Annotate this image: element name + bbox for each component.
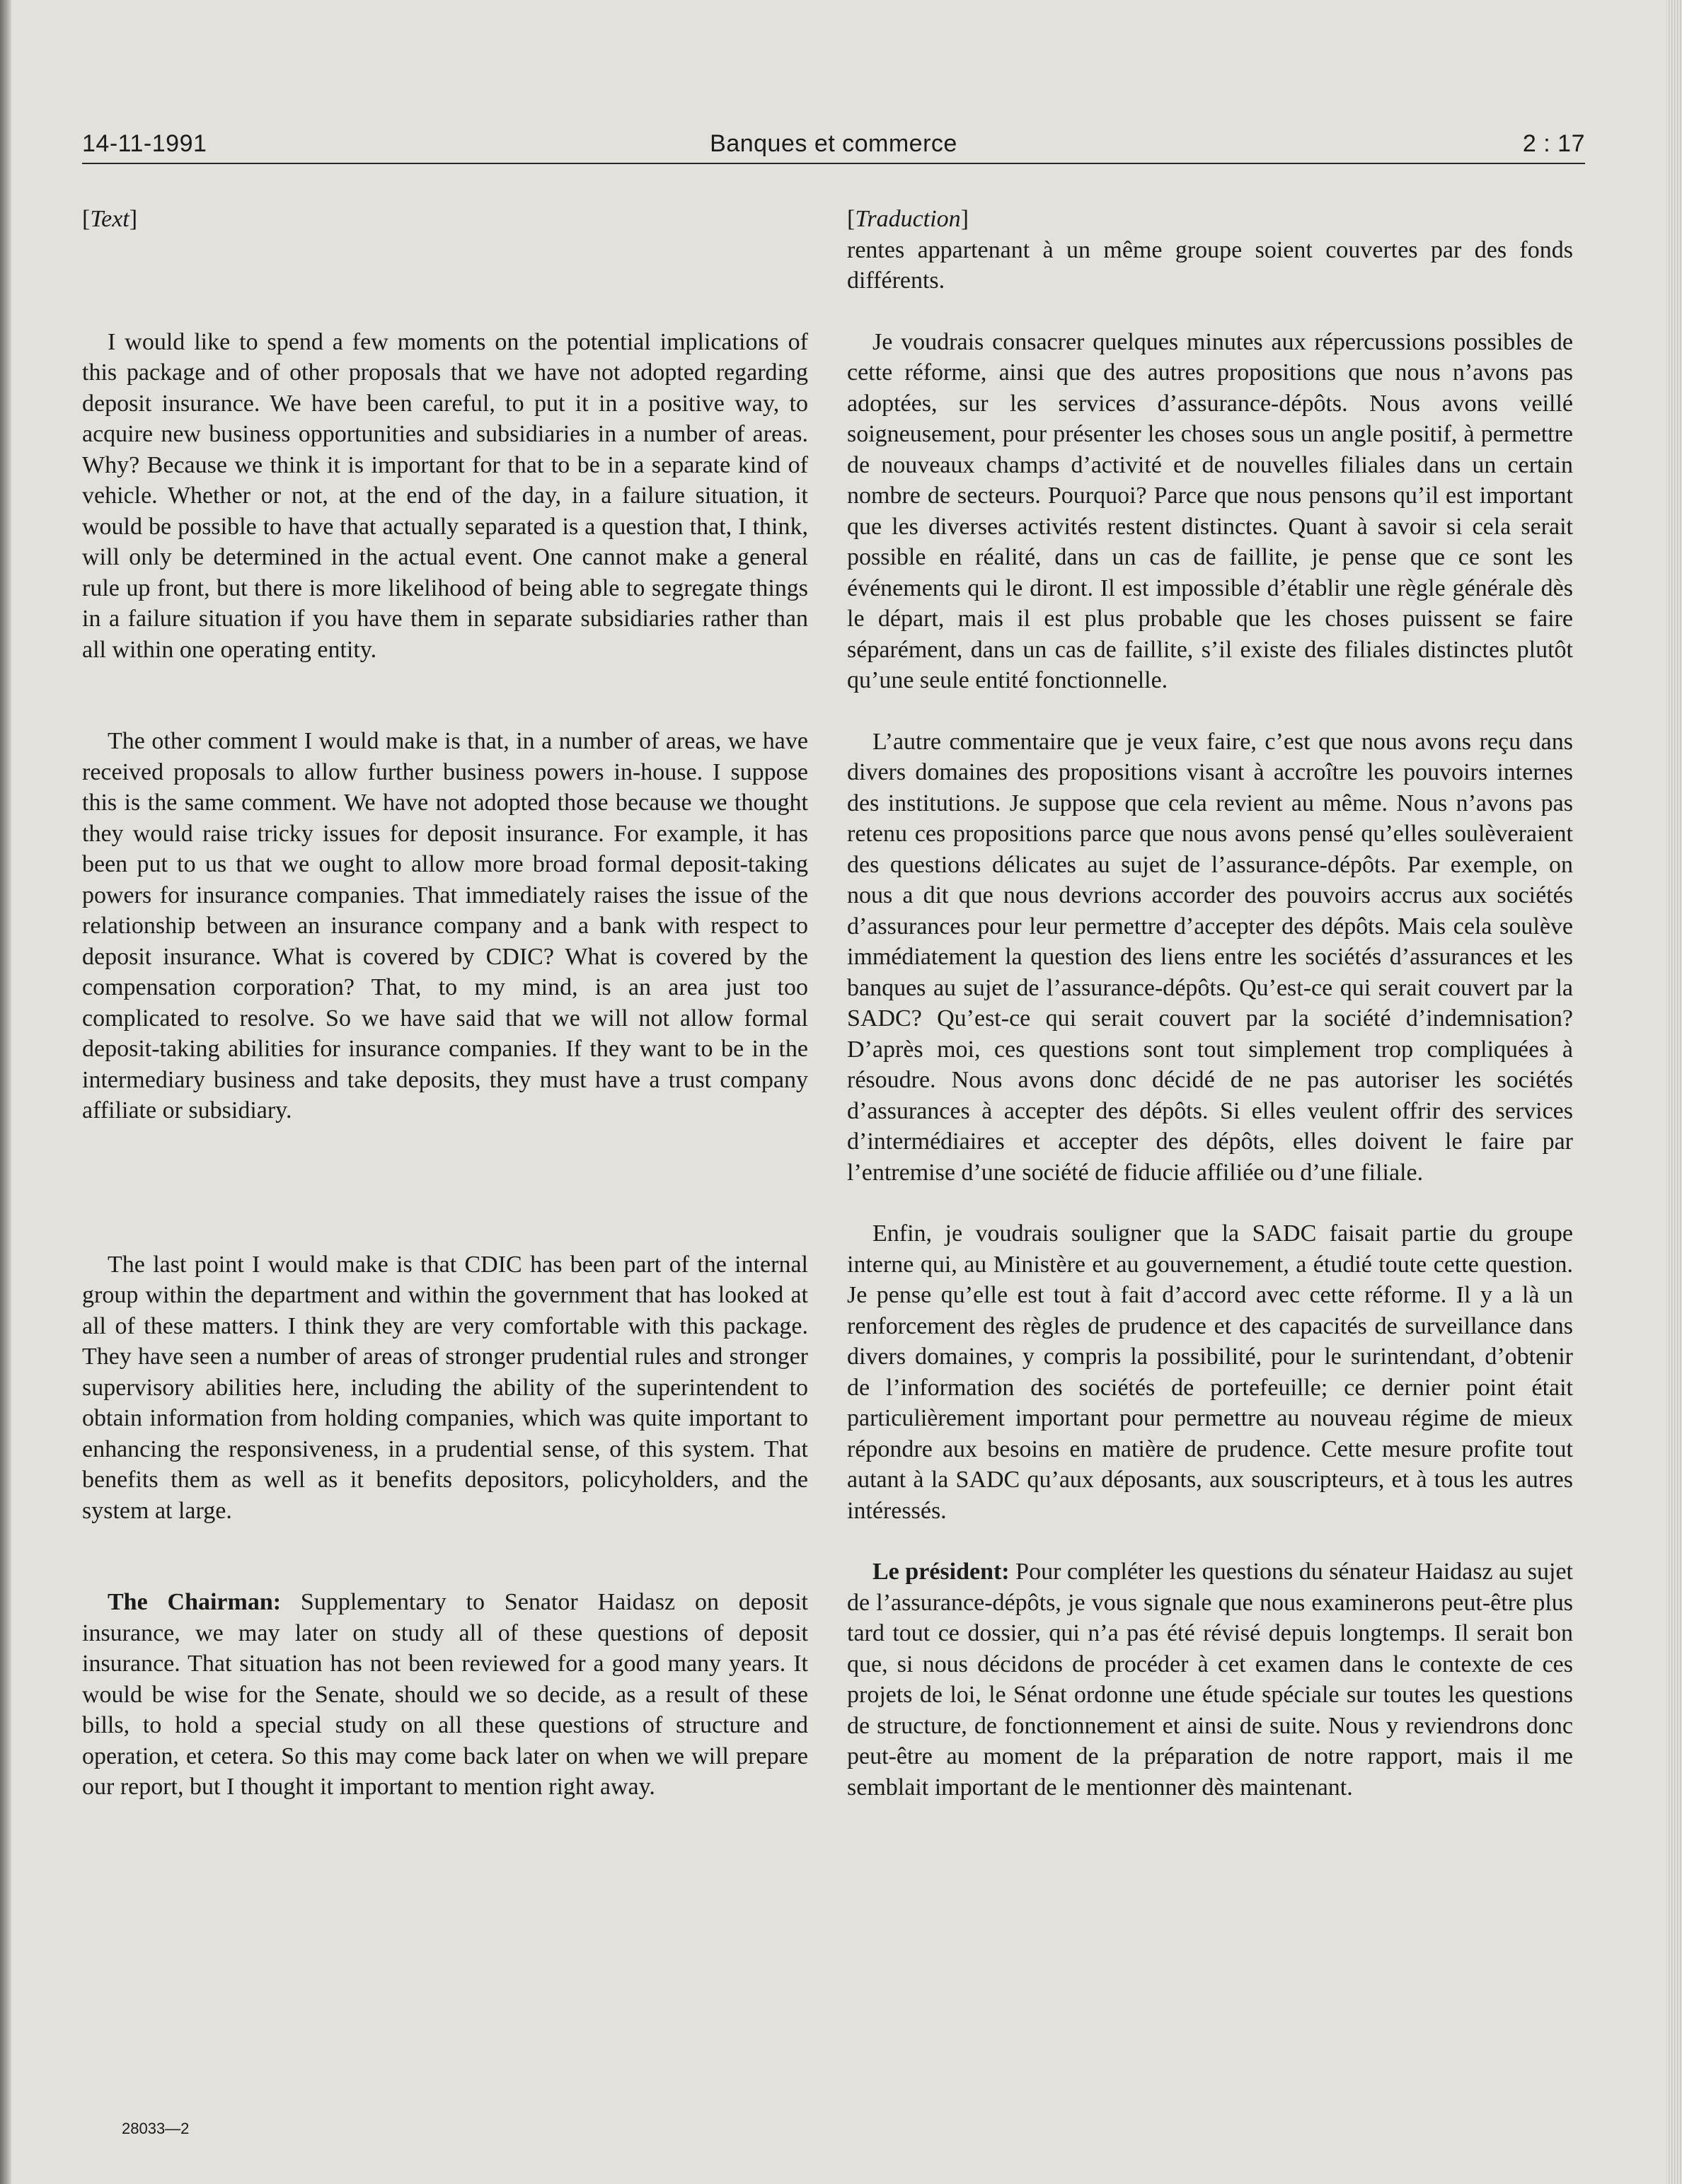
english-column (82, 204, 808, 1803)
english-paragraph-2: The other comment I would make is that, in a number of areas, we have received proposals to allow further business powers in-house. I suppose this is the same comment. We have not adopted those because we thought they would raise tricky issues for deposit insurance. For example, it has been put to us that we ought to allow more broad formal deposit-taking powers for insurance companies. That immediately raises the issue of the relationship between an insurance company and a bank with respect to deposit insurance. What is covered by CDIC? What is covered by the compensation corporation? That, to my mind, is an area just too complicated to resolve. So we have said that we will not allow formal deposit-taking abilities for insurance companies. If they want to be in the intermediary business and take deposits, they must have a trust company affiliate or subsidiary. (82, 728, 808, 1123)
page-binding-shadow (0, 0, 11, 2184)
traduction-label-word: Traduction (855, 206, 961, 232)
header-date: 14-11-1991 (82, 130, 207, 157)
french-paragraph-1: Je voudrais consacrer quelques minutes aux répercussions possibles de cette réforme, ainsi que des autres propositions que nous n’avons pas adoptées, sur les services d’assurance-dépôts. Nous avons veillé soigneusement, pour présenter les choses sous un angle positif, à permettre de nouveaux champs d’activité et de nouvelles filiales dans un certain nombre de secteurs. Pourquoi? Parce que nous pensons qu’il est important que les diverses activités restent distinctes. Quant à savoir si cela serait possible en réalité, dans un cas de faillite, je pense que ce sont les événements qui le diront. Il est impossible d’établir une règle générale dès le départ, mais il est plus probable que les choses puissent se faire séparément, dans un cas de faillite, s’il existe des filiales distinctes plutôt qu’une seule entité fonctionnelle. (847, 328, 1573, 693)
page-edge (1666, 0, 1682, 2184)
french-paragraph-president (847, 1556, 1573, 1803)
footer-print-code: 28033—2 (122, 2120, 190, 2137)
english-paragraph-chairman (82, 1587, 808, 1803)
french-column (847, 204, 1573, 1803)
speaker-label-fr: Le président: (872, 1559, 1010, 1585)
text-label: [Text] (82, 206, 138, 232)
chairman-remarks: Supplementary to Senator Haidasz on deposit insurance, we may later on study all of these questions of deposit insurance. That situation has not been reviewed for a good many years. It would be wise for the Senate, should we so decide, as a result of these bills, to hold a special study on all these questions of structure and operation, et cetera. So this may come back later on when we will prepare our report, but I thought it important to mention right away. (82, 1589, 808, 1800)
header-page-number: 2 : 17 (1522, 130, 1585, 157)
running-header (82, 127, 1585, 164)
english-paragraph-1: I would like to spend a few moments on the potential implications of this package and of other proposals that we have not adopted regarding deposit insurance. We have been careful, to put it in a positive way, to acquire new business opportunities and subsidiaries in a number of areas. Why? Because we think it is important for that to be in a separate kind of vehicle. Whether or not, at the end of the day, in a failure situation, it would be possible to have that actually separated is a question that, I think, will only be determined in the actual event. One cannot make a general rule up front, but there is more likelihood of being able to segregate things in a failure situation if you have them in separate subsidiaries rather than all within one operating entity. (82, 328, 808, 663)
text-label-word: Text (90, 206, 129, 232)
french-paragraph-3: Enfin, je voudrais souligner que la SADC faisait partie du groupe interne qui, au Ministère et au gouvernement, a étudié toute cette question. Je pense qu’elle est tout à fait d’accord avec cette réforme. Il y a là un renforcement des règles de prudence et des capacités de surveillance dans divers domaines, y compris la possibilité, pour le surintendant, d’obtenir de l’information des sociétés de portefeuille; ce dernier point était particulièrement important pour permettre au nouveau régime de mieux répondre aux besoins en matière de prudence. Cette mesure profite tout autant à la SADC qu’aux déposants, aux souscripteurs, et à tous les autres intéressés. (847, 1220, 1573, 1524)
president-remarks: Pour compléter les questions du sénateur Haidasz au sujet de l’assurance-dépôts, je vous signale que nous examinerons peut-être plus tard tout ce dossier, qui n’a pas été révisé depuis longtemps. Il serait bon que, si nous décidons de procéder à cet examen dans le contexte de ces projets de loi, le Sénat ordonne une étude spéciale sur toutes les questions de structure, de fonctionnement et ainsi de suite. Nous y reviendrons donc peut-être au moment de la préparation de notre rapport, mais il me semblait important de le mentionner dès maintenant. (847, 1559, 1573, 1801)
french-paragraph-2: L’autre commentaire que je veux faire, c’est que nous avons reçu dans divers domaines des propositions visant à accroître les pouvoirs internes des institutions. Je suppose que cela revient au même. Nous n’avons pas retenu ces propositions parce que nous avons pensé qu’elles soulèveraient des questions délicates au sujet de l’assurance-dépôts. Par exemple, on nous a dit que nous devrions accorder des pouvoirs accrus aux sociétés d’assurances pour leur permettre d’accepter des dépôts. Mais cela soulève immédiatement la question des liens entre les sociétés d’assurances et les banques au sujet de l’assurance-dépôts. Qu’est-ce qui serait couvert par la SADC? Qu’est-ce qui serait couvert par la société d’indemnisation? D’après moi, ces questions sont tout simplement trop compliquées à résoudre. Nous avons donc décidé de ne pas autoriser les sociétés d’assurances à accepter des dépôts. Si elles veulent offrir des services d’intermédiaires et accepter des dépôts, elles doivent le faire par l’entremise d’une société de fiducie affiliée ou d’une filiale. (847, 728, 1573, 1186)
header-title: Banques et commerce (710, 130, 957, 157)
traduction-label: [Traduction] (847, 206, 969, 232)
english-paragraph-3: The last point I would make is that CDIC has been part of the internal group within the department and within the government that has looked at all of these matters. I think they are very comfortable with this package. They have seen a number of areas of stronger prudential rules and stronger supervisory abilities here, including the ability of the superintendent to obtain information from holding companies, which was quite important to enhancing the responsiveness, in a prudential sense, of this system. That benefits them as well as it benefits depositors, policyholders, and the system at large. (82, 1251, 808, 1524)
french-paragraph-continued: rentes appartenant à un même groupe soient couvertes par des fonds différents. (847, 236, 1573, 294)
speaker-label: The Chairman: (108, 1589, 282, 1615)
